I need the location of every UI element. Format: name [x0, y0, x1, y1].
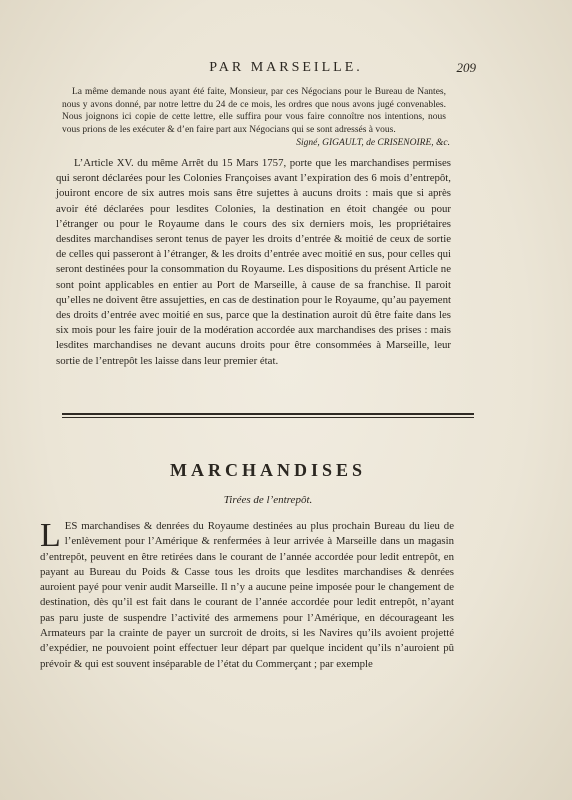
article-paragraph: L’Article XV. du même Arrêt du 15 Mars 1757, porte que les marchandises permises qui seront déclarées pour les Colonies Françoises avant l’expiration des 6 mois d’entrepôt, jouiront encore de six autres mois sans être sujettes à aucuns droits : mais que si après avoir été déclarées pour lesdites Colonies, la destination en étoit changée ou pour l’étranger ou pour le Royaume dans le cours des six derniers mois, les propriétaires desdites marchandises seront tenus de payer les droits d’entrée & moitié de ceux de sortie de celles qui passeront à l’étranger, & les droits d’entrée avec moitié en sus, pour celles qui seront destinées pour la consommation du Royaume. Les dispositions du présent Article ne sont point applicables en entier au Port de Marseille, à cause de sa franchise. Il paroit qu’elles ne doivent être assujetties, en cas de destination pour le Royaume, qu’au payement des droits d’entrée avec moitié en sus, parce que la destination auroit dû être faite dans les six mois pour les faire jouir de la modération accordée aux marchandises des prises : mais lesdites marchandises ne devant aucuns droits pour être consommées à Marseille, leur sortie de l’entrepôt les laisse dans leur premier état. — [56, 157, 451, 367]
section-body — [40, 519, 454, 672]
section-divider-thin — [62, 417, 474, 418]
section-subtitle: Tirées de l’entrepôt. — [223, 494, 313, 506]
letter-signature: Signé, GIGAULT, de CRISENOIRE, &c. — [296, 138, 450, 148]
running-head: PAR MARSEILLE. — [209, 60, 363, 75]
page-header — [96, 60, 476, 78]
letter-block — [62, 86, 446, 136]
section-body-text: ES marchandises & denrées du Royaume destinées au plus prochain Bureau du lieu de l’enlèvement pour l’Amérique & renfermées à leur arrivée à Marseille dans un magasin d’entrepôt, peuvent en être retirées dans le courant de l’année accordée pour ledit entrepôt, en payant au Bureau du Poids & Casse tous les droits que lesdites marchandises & denrées auroient payé pour venir audit Marseille. Il n’y a aucune peine imposée pour le changement de destination, dès qu’il est fait dans le courant de l’année accordée pour ledit entrepôt, n’ayant pas paru juste de suspendre l’activité des armemens pour l’Amérique, en décourageant les Armateurs par la crainte de payer un surcroit de droits, si les Navires qu’ils avoient projetté d’expédier, ne pouvoient point effectuer leur départ par quelque incident qu’ils n’auroient pû prévoir & qui est souvent inséparable de l’état du Commerçant ; par exemple — [40, 520, 454, 670]
page-number: 209 — [456, 60, 476, 75]
section-title: MARCHANDISES — [169, 460, 367, 480]
section-divider — [62, 413, 474, 415]
drop-cap: L — [40, 517, 61, 554]
letter-text: La même demande nous ayant été faite, Monsieur, par ces Négocians pour le Bureau de Nantes, nous y avons donné, par notre lettre du 24 de ce mois, les ordres que nous avons jugé convenables. Nous joignons ici copie de cette lettre, elle suffira pour vous faire connoître nos intentions, nous vous prions de les exécuter & d’en faire part aux Négocians qui se sont adressés à vous. — [62, 87, 446, 135]
